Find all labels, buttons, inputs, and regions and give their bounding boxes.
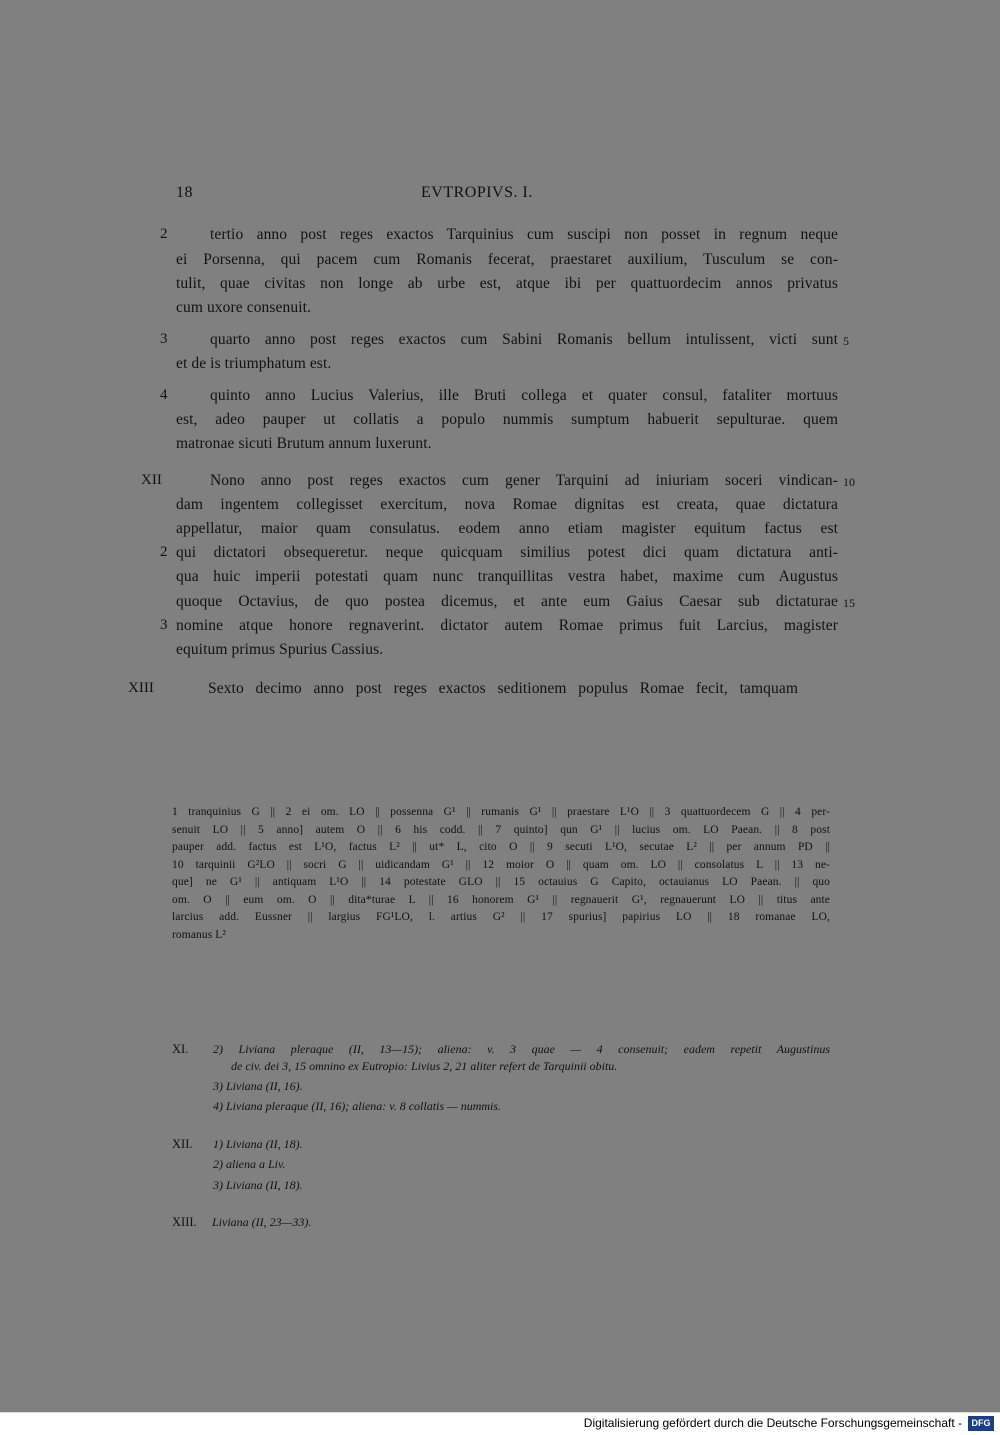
text-line: matronae sicuti Brutum annum luxerunt.: [176, 435, 432, 452]
apparatus-line: que] ne G¹ || antiquam L¹O || 14 potestate GLO || 15 octauius G Capito, octauianus LO Paean. || quo: [172, 876, 830, 888]
text-line: nomine atque honore regnaverint. dictator autem Romae primus fuit Larcius, magister: [176, 617, 838, 634]
section-number: 4: [160, 387, 168, 403]
footer-bar: [0, 1412, 1000, 1435]
text-line: appellatur, maior quam consulatus. eodem anno etiam magister equitum factus est: [176, 520, 838, 537]
source-section-label: XI.: [172, 1042, 189, 1056]
text-line: quoque Octavius, de quo postea dicemus, et ante eum Gaius Caesar sub dictaturae: [176, 593, 838, 610]
dfg-logo: DFG: [968, 1416, 994, 1431]
text-line: ei Porsenna, qui pacem cum Romanis fecerat, praestaret auxilium, Tusculum se con-: [176, 251, 838, 268]
line-number: 10: [843, 475, 855, 489]
source-note: 2) aliena a Liv.: [213, 1157, 286, 1171]
source-note: 3) Liviana (II, 18).: [213, 1178, 303, 1192]
page-number: 18: [176, 184, 193, 201]
text-line: quarto anno post reges exactos cum Sabini Romanis bellum intulissent, victi sunt: [210, 331, 838, 348]
text-line: et de is triumphatum est.: [176, 355, 332, 372]
text-line: est, adeo pauper ut collatis a populo nummis sumptum habuerit sepulturae. quem: [176, 411, 838, 428]
section-number: XII: [141, 472, 162, 488]
apparatus-line: pauper add. factus est L¹O, factus L² || ut* L, cito O || 9 secuti L¹O, secutae L² || per annum PD ||: [172, 841, 830, 853]
source-section-label: XIII.: [172, 1215, 197, 1229]
apparatus-line: 1 tranquinius G || 2 ei om. LO || possenna G¹ || rumanis G¹ || praestare L¹O || 3 quattuordecem G || 4 per-: [172, 806, 830, 818]
section-number: 2: [160, 226, 168, 242]
source-note: de civ. dei 3, 15 omnino ex Eutropio: Livius 2, 21 aliter refert de Tarquinii obitu.: [231, 1059, 618, 1073]
text-line: tulit, quae civitas non longe ab urbe est, atque ibi per quattuordecim annos privatus: [176, 275, 838, 292]
apparatus-line: senuit LO || 5 anno] autem O || 6 his codd. || 7 quinto] qun G¹ || lucius om. LO Paean. || 8 post: [172, 823, 830, 836]
apparatus-line: 10 tarquinii G²LO || socri G || uidicandam G¹ || 12 moior O || quam om. LO || consolatus L || 13 ne-: [172, 858, 830, 871]
line-number: 5: [843, 334, 849, 348]
apparatus-line: larcius add. Eussner || largius FG¹LO, l. artius G² || 17 spurius] papirius LO || 18 romanae LO,: [172, 911, 830, 923]
text-line: Sexto decimo anno post reges exactos seditionem populus Romae fecit, tamquam: [208, 680, 798, 697]
line-number: 15: [843, 596, 855, 610]
source-note: 1) Liviana (II, 18).: [213, 1137, 303, 1151]
source-note: 3) Liviana (II, 16).: [213, 1079, 303, 1093]
text-line: cum uxore consenuit.: [176, 299, 312, 316]
apparatus-line: om. O || eum om. O || dita*turae L || 16 honorem G¹ || regnauerit G¹, regnauerunt LO || titus ante: [172, 893, 830, 906]
text-line: dam ingentem collegisset exercitum, nova Romae dignitas est creata, quae dictatura: [176, 496, 838, 513]
text-line: Nono anno post reges exactos cum gener Tarquini ad iniuriam soceri vindican-: [210, 472, 838, 489]
footer-text: Digitalisierung gefördert durch die Deutsche Forschungsgemeinschaft -: [583, 1416, 962, 1430]
source-section-label: XII.: [172, 1137, 193, 1151]
source-note: 4) Liviana pleraque (II, 16); aliena: v. 8 collatis — nummis.: [213, 1099, 502, 1113]
running-title: EVTROPIVS. I.: [421, 184, 533, 201]
section-number: 3: [160, 617, 168, 633]
text-line: qui dictatori obsequeretur. neque quicquam similius potest dici quam dictatura anti-: [176, 544, 838, 561]
section-number: 2: [160, 544, 168, 560]
text-line: qua huic imperii potestati quam nunc tranquillitas vestra habet, maxime cum Augustus: [176, 568, 838, 585]
section-number: 3: [160, 331, 168, 347]
text-line: tertio anno post reges exactos Tarquinius cum suscipi non posset in regnum neque: [210, 226, 838, 243]
text-line: equitum primus Spurius Cassius.: [176, 641, 384, 658]
text-line: quinto anno Lucius Valerius, ille Bruti collega et quater consul, fataliter mortuus: [210, 387, 838, 404]
source-note: Liviana (II, 23—33).: [212, 1215, 312, 1229]
source-note: 2) Liviana pleraque (II, 13—15); aliena: v. 3 quae — 4 consenuit; eadem repetit Augustinus: [213, 1042, 830, 1056]
section-number: XIII: [128, 680, 154, 696]
apparatus-line: romanus L²: [172, 928, 226, 941]
